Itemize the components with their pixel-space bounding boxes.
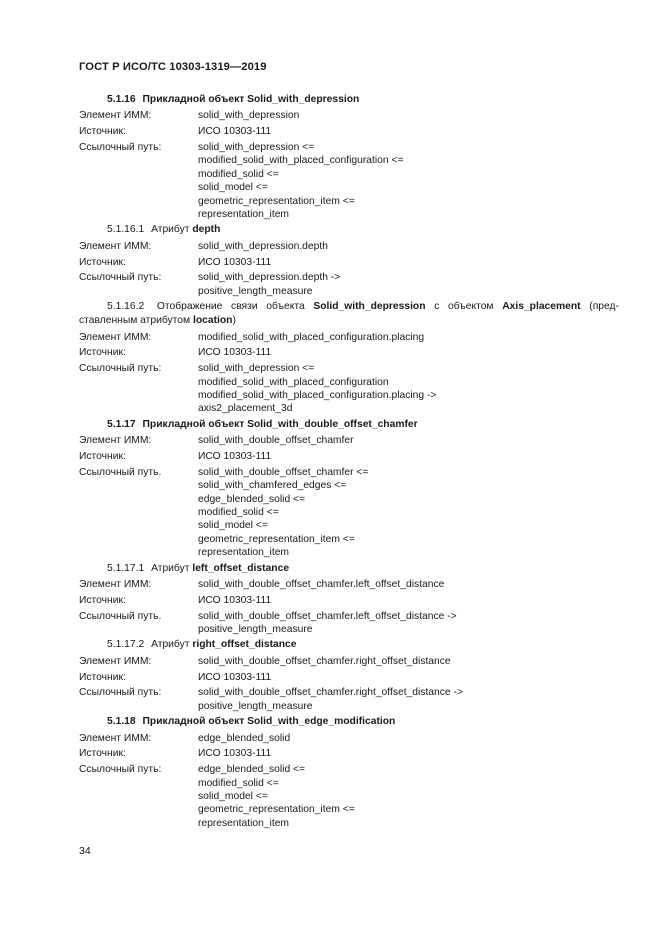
aim-element-label: Элемент ИММ:	[79, 240, 152, 252]
aim-element-value: solid_with_double_offset_chamfer.right_offset_distance	[198, 655, 451, 667]
aim-element-label: Элемент ИММ:	[79, 435, 152, 447]
source-value: ИСО 10303-111	[198, 347, 272, 359]
aim-element-row	[79, 655, 619, 668]
attribute-name: right_offset_distance	[192, 639, 297, 651]
section-number: 5.1.18	[107, 716, 136, 728]
source-row	[79, 125, 619, 138]
entity-name: Axis_placement	[502, 301, 581, 313]
aim-element-value: solid_with_depression.depth	[198, 240, 328, 252]
aim-element-row	[79, 331, 619, 344]
aim-element-row	[79, 578, 619, 591]
page-number: 34	[79, 845, 91, 857]
path-line: edge_blended_solid <=	[198, 764, 306, 776]
source-value: ИСО 10303-111	[198, 126, 272, 138]
path-line: modified_solid_with_placed_configuration.placing ->	[198, 390, 437, 402]
entity-name: Solid_with_depression	[247, 94, 360, 105]
source-value: ИСО 10303-111	[198, 256, 272, 268]
source-row	[79, 346, 619, 359]
section-number: 5.1.16	[107, 94, 136, 105]
path-line: solid_model <=	[198, 520, 268, 532]
source-row	[79, 671, 619, 684]
aim-element-value: edge_blended_solid	[198, 732, 291, 744]
aim-element-label: Элемент ИММ:	[79, 655, 152, 667]
aim-element-value: modified_solid_with_placed_configuration.placing	[198, 331, 425, 343]
source-row	[79, 594, 619, 607]
heading-text: (пред-ставленным атрибутом	[79, 301, 619, 327]
path-line: positive_length_measure	[198, 624, 313, 636]
section-number: 5.1.17.1	[107, 562, 145, 574]
section-heading	[79, 418, 619, 432]
source-label: Источник:	[79, 451, 126, 463]
heading-text: Отображение связи объекта	[156, 301, 305, 313]
attribute-name: location	[192, 315, 233, 327]
aim-element-row	[79, 434, 619, 447]
aim-element-row	[79, 732, 619, 745]
heading-text: с объектом	[434, 301, 494, 313]
reference-path-row	[79, 763, 619, 830]
attribute-name: left_offset_distance	[192, 562, 290, 574]
reference-path-label: Ссылочный путь.	[79, 610, 162, 622]
reference-path-row	[79, 141, 619, 221]
path-line: solid_with_depression <=	[198, 141, 315, 153]
reference-path-row	[79, 362, 619, 416]
section-heading	[79, 223, 619, 237]
path-line: modified_solid_with_placed_configuration <=	[198, 155, 404, 167]
section-heading	[79, 562, 619, 576]
aim-element-label: Элемент ИММ:	[79, 331, 152, 343]
document-header: ГОСТ Р ИСО/ТС 10303-1319—2019	[79, 61, 267, 73]
section-prefix: Атрибут	[151, 562, 190, 574]
reference-path-row	[79, 271, 619, 298]
path-line: geometric_representation_item <=	[198, 195, 355, 207]
reference-path-label: Ссылочный путь:	[79, 141, 162, 153]
reference-path-label: Ссылочный путь:	[79, 764, 162, 776]
section-prefix: Атрибут	[151, 639, 190, 651]
path-line: axis2_placement_3d	[198, 403, 293, 415]
section-number: 5.1.16.2	[107, 301, 145, 313]
section-heading	[79, 93, 619, 107]
section-heading	[79, 715, 619, 729]
source-label: Источник:	[79, 594, 126, 606]
section-number: 5.1.17.2	[107, 639, 145, 651]
aim-element-label: Элемент ИММ:	[79, 732, 152, 744]
reference-path-label: Ссылочный путь:	[79, 687, 162, 699]
reference-path-label: Ссылочный путь:	[79, 363, 162, 375]
source-value: ИСО 10303-111	[198, 671, 272, 683]
path-line: representation_item	[198, 817, 290, 829]
source-row	[79, 450, 619, 463]
aim-element-value: solid_with_double_offset_chamfer	[198, 435, 354, 447]
path-line: solid_model <=	[198, 791, 268, 803]
path-line: geometric_representation_item <=	[198, 533, 355, 545]
aim-element-value: solid_with_depression	[198, 110, 300, 122]
source-label: Источник:	[79, 748, 126, 760]
section-prefix: Атрибут	[151, 224, 190, 236]
path-line: positive_length_measure	[198, 700, 313, 712]
section-prefix: Прикладной объект	[142, 418, 245, 430]
aim-element-label: Элемент ИММ:	[79, 110, 152, 122]
path-line: solid_with_chamfered_edges <=	[198, 480, 347, 492]
aim-element-row	[79, 240, 619, 253]
path-line: modified_solid <=	[198, 507, 279, 519]
path-line: solid_with_double_offset_chamfer.left_offset_distance ->	[198, 610, 457, 622]
reference-path-row	[79, 610, 619, 637]
section-prefix: Прикладной объект	[142, 716, 245, 728]
path-line: representation_item	[198, 547, 290, 559]
path-line: positive_length_measure	[198, 285, 313, 297]
section-number: 5.1.17	[107, 418, 136, 430]
path-line: solid_model <=	[198, 182, 268, 194]
source-value: ИСО 10303-111	[198, 451, 272, 463]
path-line: modified_solid <=	[198, 168, 279, 180]
path-line: modified_solid <=	[198, 777, 279, 789]
document-body	[79, 91, 619, 830]
reference-path-label: Ссылочный путь.	[79, 466, 162, 478]
source-value: ИСО 10303-111	[198, 594, 272, 606]
source-label: Источник:	[79, 671, 126, 683]
reference-path-row	[79, 686, 619, 713]
reference-path-row	[79, 466, 619, 560]
section-prefix: Прикладной объект	[142, 94, 245, 105]
path-line: geometric_representation_item <=	[198, 804, 355, 816]
aim-element-row	[79, 109, 619, 122]
source-row	[79, 256, 619, 269]
source-row	[79, 747, 619, 760]
aim-element-label: Элемент ИММ:	[79, 579, 152, 591]
attribute-name: depth	[192, 224, 221, 236]
source-label: Источник:	[79, 256, 126, 268]
section-heading	[79, 638, 619, 652]
section-number: 5.1.16.1	[107, 224, 145, 236]
path-line: modified_solid_with_placed_configuration	[198, 376, 389, 388]
reference-path-label: Ссылочный путь:	[79, 272, 162, 284]
path-line: solid_with_depression <=	[198, 363, 315, 375]
path-line: solid_with_double_offset_chamfer.right_offset_distance ->	[198, 687, 463, 699]
source-value: ИСО 10303-111	[198, 748, 272, 760]
aim-element-value: solid_with_double_offset_chamfer.left_offset_distance	[198, 579, 445, 591]
source-label: Источник:	[79, 347, 126, 359]
path-line: edge_blended_solid <=	[198, 493, 306, 505]
path-line: representation_item	[198, 209, 290, 221]
entity-name: Solid_with_depression	[313, 301, 426, 313]
entity-name: Solid_with_double_offset_chamfer	[247, 418, 418, 430]
heading-text: )	[232, 315, 236, 327]
source-label: Источник:	[79, 126, 126, 138]
path-line: solid_with_depression.depth ->	[198, 272, 341, 284]
entity-name: Solid_with_edge_modification	[247, 716, 396, 728]
section-heading	[79, 300, 619, 328]
path-line: solid_with_double_offset_chamfer <=	[198, 466, 369, 478]
